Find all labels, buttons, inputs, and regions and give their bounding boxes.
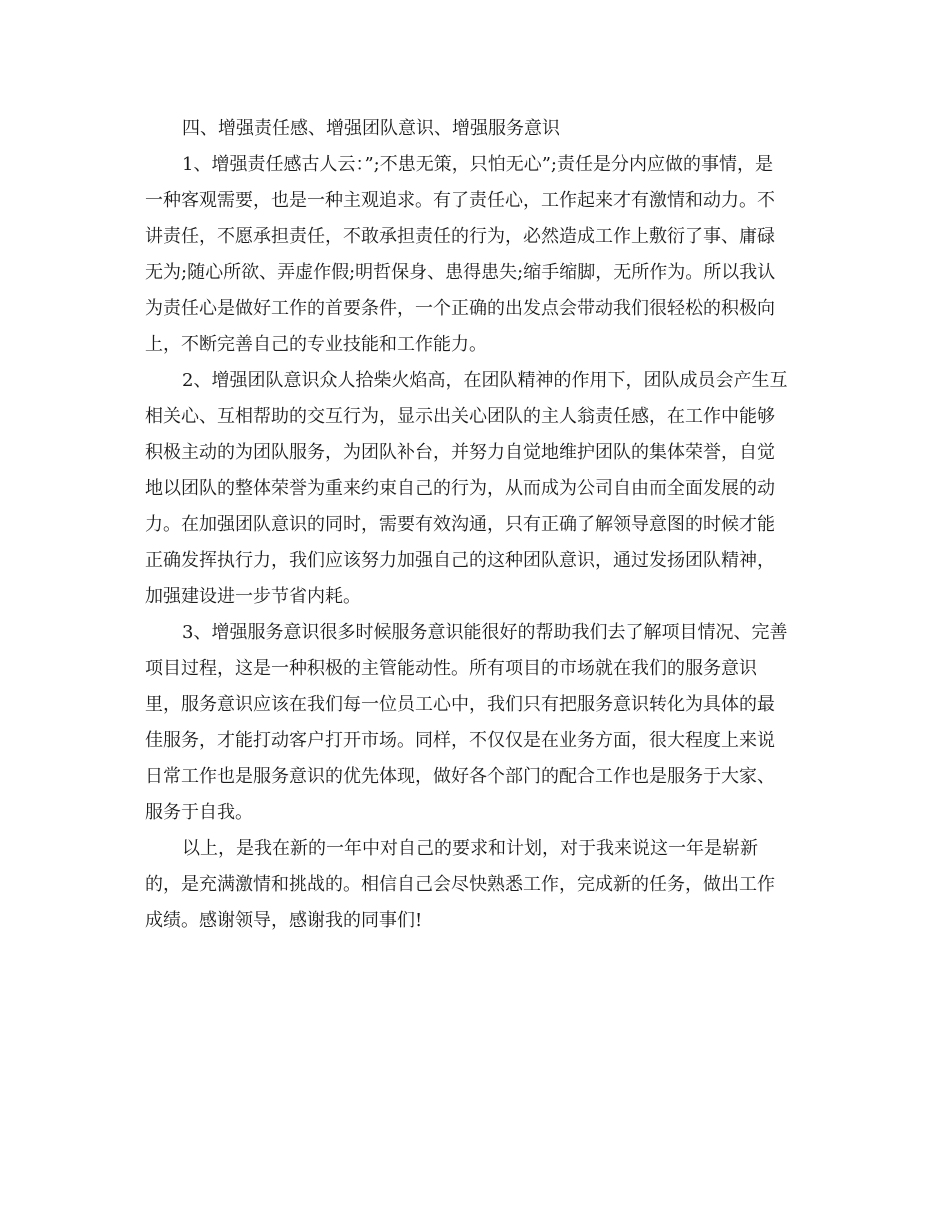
paragraph-line: 项目过程，这是一种积极的主管能动性。所有项目的市场就在我们的服务意识 xyxy=(145,658,757,679)
paragraph-line: 积极主动的为团队服务，为团队补台，并努力自觉地维护团队的集体荣誉，自觉 xyxy=(145,442,775,463)
paragraph-line: 上，不断完善自己的专业技能和工作能力。 xyxy=(145,334,487,355)
paragraph-line: 讲责任，不愿承担责任，不敢承担责任的行为，必然造成工作上敷衍了事、庸碌 xyxy=(145,226,775,247)
paragraph-line: 佳服务，才能打动客户打开市场。同样，不仅仅是在业务方面，很大程度上来说 xyxy=(145,730,775,751)
paragraph-line: 地以团队的整体荣誉为重来约束自己的行为，从而成为公司自由而全面发展的动 xyxy=(145,478,775,499)
paragraph-line: 3、增强服务意识很多时候服务意识能很好的帮助我们去了解项目情况、完善 xyxy=(182,622,788,643)
paragraph-line: 正确发挥执行力，我们应该努力加强自己的这种团队意识，通过发扬团队精神， xyxy=(145,550,775,571)
paragraph-service xyxy=(145,615,810,831)
paragraph-line: 以上，是我在新的一年中对自己的要求和计划，对于我来说这一年是崭新 xyxy=(182,838,758,859)
paragraph-line: 加强建设进一步节省内耗。 xyxy=(145,586,361,607)
paragraph-line: 里，服务意识应该在我们每一位员工心中，我们只有把服务意识转化为具体的最 xyxy=(145,694,775,715)
paragraph-line: 成绩。感谢领导，感谢我的同事们! xyxy=(145,910,423,931)
paragraph-line: 无为;随心所欲、弄虚作假;明哲保身、患得患失;缩手缩脚，无所作为。所以我认 xyxy=(145,262,776,283)
paragraph-line: 为责任心是做好工作的首要条件，一个正确的出发点会带动我们很轻松的积极向 xyxy=(145,298,775,319)
paragraph-responsibility xyxy=(145,147,810,363)
paragraph-teamwork xyxy=(145,363,810,615)
paragraph-line: 力。在加强团队意识的同时，需要有效沟通，只有正确了解领导意图的时候才能 xyxy=(145,514,775,535)
paragraph-line: 服务于自我。 xyxy=(145,802,253,823)
paragraph-conclusion xyxy=(145,831,810,939)
paragraph-line: 相关心、互相帮助的交互行为，显示出关心团队的主人翁责任感，在工作中能够 xyxy=(145,406,775,427)
paragraph-line: 一种客观需要，也是一种主观追求。有了责任心，工作起来才有激情和动力。不 xyxy=(145,190,775,211)
paragraph-line: 2、增强团队意识众人拾柴火焰高，在团队精神的作用下，团队成员会产生互 xyxy=(182,370,788,391)
paragraph-line: 的，是充满激情和挑战的。相信自己会尽快熟悉工作，完成新的任务，做出工作 xyxy=(145,874,775,895)
section-heading: 四、增强责任感、增强团队意识、增强服务意识 xyxy=(182,118,560,139)
paragraph-line: 日常工作也是服务意识的优先体现，做好各个部门的配合工作也是服务于大家、 xyxy=(145,766,775,787)
document-body xyxy=(145,111,810,939)
paragraph-line: 1、增强责任感古人云：”;不患无策，只怕无心”;责任是分内应做的事情，是 xyxy=(182,154,773,175)
